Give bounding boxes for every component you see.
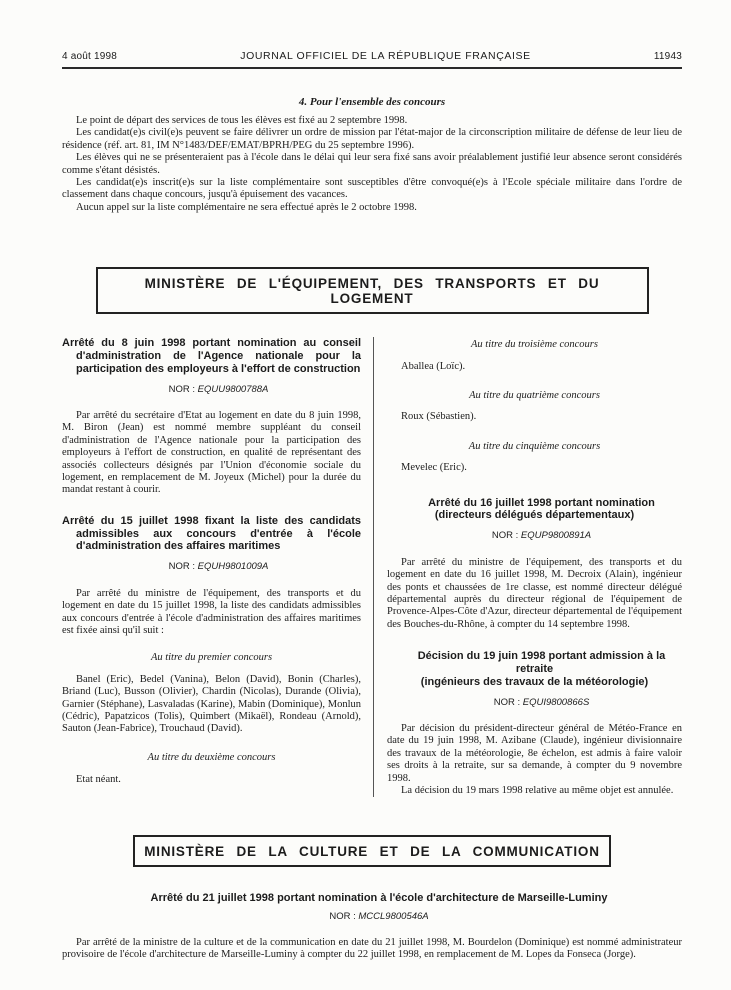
subhead-quatrieme-concours: Au titre du quatrième concours [469,390,600,402]
title-line: (directeurs délégués départementaux) [434,509,635,522]
paragraph: Les candidat(e)s inscrit(e)s sur la liste complémentaire sont susceptibles d'être convoqué(e)s à l'Ecole spéciale militaire dans l'ordre de classement dans chaque concours, jusqu'à épuisement des vacances. [62,177,682,201]
laureate-name: Roux (Sébastien). [401,411,477,423]
article-body: Par décision du président-directeur général de Météo-France en date du 19 juin 1998, M. Azibane (Claude), ingénieur divisionnaire des travaux de la météorologie, 8e échelon, est admis à faire valoir ses droits à la retraite, sur sa demande, à compter du 9 novembre 1998. [387,722,682,784]
journal-title: JOURNAL OFFICIEL DE LA RÉPUBLIQUE FRANÇAISE [240,50,531,62]
article-title [387,497,682,523]
nor-line [387,530,682,542]
nor-line [62,911,682,923]
article-title: Arrêté du 15 juillet 1998 fixant la liste des candidats admissibles aux concours d'entrée à l'école d'administration des affaires maritimes [62,514,361,553]
article-arrete-15-juillet [62,515,361,787]
section-concours [62,96,682,214]
left-column [62,337,374,797]
nor-line [387,697,682,709]
page-header [62,50,682,69]
nor-code: EQUU9800788A [197,383,269,395]
title-line: Arrêté du 16 juillet 1998 portant nomination [428,496,655,509]
admissible-names: Banel (Eric), Bedel (Vanina), Belon (David), Bonin (Charles), Briand (Luc), Busson (Olivier), Chardin (Nicolas), Durande (Olivia), Garnier (Stéphane), Lasvaladas (Karine), Mabin (Dominique), Monlun (Cédric), Papatzicos (Tolis), Quimbert (Mikaël), Rondeau (Arnold), Sauton (Jean-Fabrice), Trouchaud (David). [62,673,361,735]
article-body: La décision du 19 mars 1998 relative au même objet est annulée. [401,784,674,796]
article-body: Par arrêté du ministre de l'équipement, des transports et du logement en date du 16 juillet 1998, M. Decroix (Alain), ingénieur des ponts et chaussées de 1re classe, est nommé directeur délégué départemental auprès du directeur régional de l'équipement de Provence-Alpes-Côte d'Azur, directeur départemental de l'équipement des Bouches-du-Rhône, à compter du 14 septembre 1998. [387,556,682,630]
paragraph: Aucun appel sur la liste complémentaire ne sera effectué après le 2 octobre 1998. [76,201,417,213]
subhead-cinquieme-concours: Au titre du cinquième concours [468,440,601,452]
article-body: Par arrêté du secrétaire d'Etat au logement en date du 8 juin 1998, M. Biron (Jean) est nommé membre suppléant du conseil d'administration de l'Agence nationale pour la participation des employeurs à l'effort de construction, en qualité de représentant des associés collecteurs désignés par l'Union d'économie sociale du logement, en remplacement de M. Joyeux (Michel) pour la durée du mandat restant à courir. [62,410,361,496]
nor-label: NOR : [491,530,519,542]
nor-line [62,384,361,396]
ministry-banner-equipement: MINISTÈRE DE L'ÉQUIPEMENT, DES TRANSPORTS ET DU LOGEMENT [96,267,649,314]
article-arrete-8-juin [62,337,361,497]
paragraph: Les candidat(e)s civil(e)s peuvent se faire délivrer un ordre de mission par l'état-major de la circonscription militaire de défense de leur lieu de résidence (réf. art. 81, IM N°1483/DEF/EMAT/BPRH/PEG du 25 septembre 1996). [62,127,682,151]
article-title: Arrêté du 8 juin 1998 portant nomination au conseil d'administration de l'Agence nationale pour la participation des employeurs à l'effort de construction [62,337,361,375]
title-line: (ingénieurs des travaux de la météorologie) [420,675,649,688]
ministry-banner-culture: MINISTÈRE DE LA CULTURE ET DE LA COMMUNICATION [133,835,611,867]
right-column [374,337,682,797]
section-heading: 4. Pour l'ensemble des concours [298,96,446,108]
nor-label: NOR : [168,383,195,395]
page-number: 11943 [653,51,682,62]
issue-date: 4 août 1998 [62,51,118,62]
etat-neant: Etat néant. [76,774,121,786]
laureate-name: Aballea (Loïc). [401,360,466,372]
article-arrete-16-juillet [387,497,682,631]
article-body: Par arrêté du ministre de l'équipement, des transports et du logement en date du 15 juillet 1998, la liste des candidats admissibles aux concours d'entrée à l'école d'administration des affaires maritimes est fixée ainsi qu'il suit : [62,587,361,636]
subhead-troisieme-concours: Au titre du troisième concours [471,339,598,351]
nor-label: NOR : [329,911,356,923]
article-title: Arrêté du 21 juillet 1998 portant nomination à l'école d'architecture de Marseille-Luminy [150,892,608,905]
title-line: Décision du 19 juin 1998 portant admission à la retraite [417,650,666,675]
nor-code: EQUH9801009A [197,561,269,573]
nor-label: NOR : [493,696,521,708]
paragraph: Le point de départ des services de tous les élèves est fixé au 2 septembre 1998. [76,115,408,126]
nor-line [62,561,361,573]
header-rule [62,67,682,69]
nor-code: EQUP9800891A [520,530,592,542]
article-arrete-21-juillet [62,892,682,961]
article-body: Par arrêté de la ministre de la culture et de la communication en date du 21 juillet 1998, M. Bourdelon (Dominique) est nommé administrateur provisoire de l'école d'architecture de Marseille-Luminy à compter du 22 juillet 1998, en remplacement de M. Lopes da Fonseca (Jorge). [62,936,682,960]
paragraph: Les élèves qui ne se présenteraient pas à l'école dans le délai qui leur sera fixé sans avoir préalablement justifié leur absence seront considérés comme s'étant désistés. [62,152,682,176]
nor-code: MCCL9800546A [358,911,429,923]
subhead-deuxieme-concours: Au titre du deuxième concours [147,751,276,763]
nor-label: NOR : [168,561,195,573]
two-column-layout [62,337,682,797]
nor-code: EQUI9800866S [522,696,590,708]
article-title [387,650,682,688]
article-decision-19-juin [387,650,682,797]
subhead-premier-concours: Au titre du premier concours [150,652,273,664]
laureate-name: Mevelec (Eric). [401,462,467,474]
